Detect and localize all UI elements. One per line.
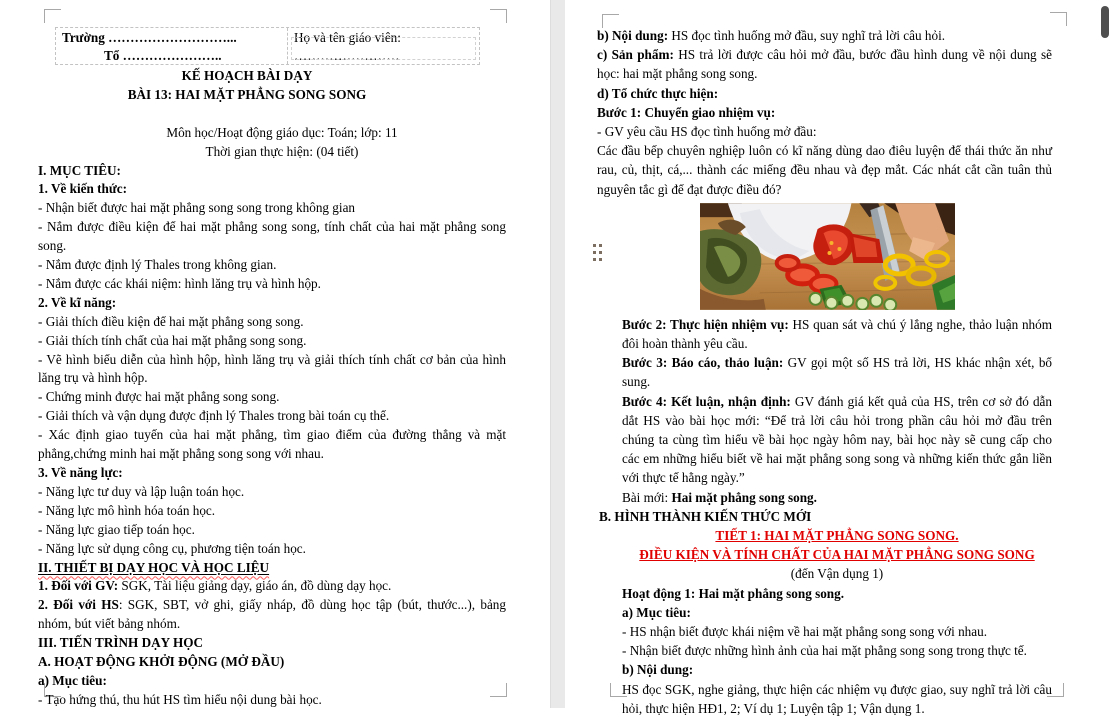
section-2-heading-text: II. THIẾT BỊ DẠY HỌC VÀ HỌC LIỆU — [38, 559, 270, 575]
section-1b-heading: 2. Về kĩ năng: — [38, 294, 117, 310]
header-cell-school — [56, 28, 288, 64]
bullet-item: - Giải thích tính chất của hai mặt phẳng song song. — [38, 332, 307, 348]
new-lesson-line — [622, 488, 1052, 507]
bullet-item: - Vẽ hình biểu diễn của hình hộp, hình lăng trụ và giải thích tính chất cơ bản của hình lăng trụ và hình hộp. — [38, 351, 506, 386]
document-page-left — [0, 0, 550, 708]
bullet-item: - Giải thích điều kiện để hai mặt phẳng song song. — [38, 313, 304, 329]
content-d-heading: d) Tổ chức thực hiện: — [597, 85, 719, 101]
step4-text: GV đánh giá kết quả của HS, trên cơ sở đó dẫn dắt HS vào bài học mới: “Để trả lời câu hỏi trong phần câu hỏi mở đầu trên chúng ta cùng tìm hiểu về bài học ngày hôm nay, bài học này sẽ cung cấp cho các em những hiểu biết về hai mặt phẳng song song và những kiến thức gắn liền với thực tế hằng ngày.” — [622, 393, 1053, 486]
section-3-heading: III. TIẾN TRÌNH DẠY HỌC — [38, 635, 204, 651]
new-lesson-title: Hai mặt phẳng song song. — [671, 489, 817, 505]
section-1c-heading: 3. Về năng lực: — [38, 465, 123, 481]
section-1a-heading: 1. Về kiến thức: — [38, 181, 127, 197]
activity-1-heading: Hoạt động 1: Hai mặt phẳng song song. — [622, 585, 845, 601]
tiet-heading-line1: TIẾT 1: HAI MẶT PHẲNG SONG SONG. — [715, 528, 959, 544]
new-lesson-label: Bài mới: — [622, 489, 672, 505]
content-c-text: HS trả lời được câu hỏi mở đầu, bước đầu hình dung về nội dung sẽ học: hai mặt phẳng song song. — [597, 47, 1052, 82]
goal-heading: a) Mục tiêu: — [38, 672, 107, 688]
right-page-text-area — [597, 26, 1052, 718]
document-title: KẾ HOẠCH BÀI DẠY — [181, 68, 313, 83]
bullet-item: - Nhận biết được những hình ảnh của hai mặt phẳng song song trong thực tế. — [622, 643, 1027, 659]
activity-a-heading: A. HOẠT ĐỘNG KHỞI ĐỘNG (MỞ ĐẦU) — [38, 654, 285, 670]
step3-text: GV gọi một số HS trả lời, HS khác nhận xét, bổ sung. — [622, 355, 1053, 390]
step4-label: Bước 4: Kết luận, nhận định: — [622, 393, 791, 409]
step3-line — [622, 353, 1052, 391]
activity-1-content-text: HS đọc SGK, nghe giảng, thực hiện các nhiệm vụ được giao, suy nghĩ trả lời câu hỏi, thực hiện HĐ1, 2; Ví dụ 1; Luyện tập 1; Vận dụng 1. — [622, 681, 1052, 716]
lesson-title: BÀI 13: HAI MẶT PHẲNG SONG SONG — [127, 86, 367, 102]
content-b-text: HS đọc tình huống mở đầu, suy nghĩ trả lời câu hỏi. — [668, 28, 946, 43]
step2-line — [622, 315, 1052, 353]
bullet-item: - Tạo hứng thú, thu hút HS tìm hiểu nội dung bài học. — [38, 691, 322, 707]
section-2-heading — [38, 559, 506, 578]
step2-label: Bước 2: Thực hiện nhiệm vụ: — [622, 316, 789, 332]
bullet-item: - Nhận biết được hai mặt phẳng song song trong không gian — [38, 200, 356, 216]
gv-text: SGK, Tài liệu giảng dạy, giáo án, đồ dùng dạy học. — [118, 578, 392, 594]
step1-item: - GV yêu cầu HS đọc tình huống mở đầu: — [597, 124, 817, 140]
section-b-heading: B. HÌNH THÀNH KIẾN THỨC MỚI — [599, 508, 812, 524]
table-inner-border — [291, 37, 476, 60]
chef-cutting-vegetables-image[interactable] — [700, 203, 955, 310]
blank-line — [38, 105, 506, 124]
content-c-label: c) Sản phẩm: — [597, 47, 674, 63]
text-boundary-mark — [490, 9, 507, 23]
step1-heading: Bước 1: Chuyển giao nhiệm vụ: — [597, 104, 776, 120]
bullet-item: - Năng lực sử dụng công cụ, phương tiện toán học. — [38, 540, 306, 556]
bullet-item: - Giải thích và vận dụng được định lý Thales trong bài toán cụ thể. — [38, 408, 390, 424]
subject-line: Môn học/Hoạt động giáo dục: Toán; lớp: 11 — [166, 124, 398, 140]
step4-line — [622, 392, 1052, 488]
content-b-label: b) Nội dung: — [597, 28, 669, 43]
text-boundary-mark — [44, 9, 61, 23]
group-name-field[interactable]: Tổ ………………….. — [104, 48, 222, 63]
bullet-item: - Năng lực giao tiếp toán học. — [38, 521, 195, 537]
gv-equipment-line — [38, 577, 506, 596]
activity-1-content-heading: b) Nội dung: — [622, 662, 694, 678]
section-1-heading: I. MỤC TIÊU: — [38, 162, 121, 178]
bullet-item: - Nắm được định lý Thales trong không gian. — [38, 257, 277, 273]
tiet-heading-line2: ĐIỀU KIỆN VÀ TÍNH CHẤT CỦA HAI MẶT PHẲNG SONG SONG — [639, 547, 1035, 563]
step2-text: HS quan sát và chú ý lắng nghe, thảo luận nhóm đôi hoàn thành yêu cầu. — [622, 316, 1052, 352]
spellcheck-squiggle — [38, 560, 269, 575]
bullet-item: - Chứng minh được hai mặt phẳng song song. — [38, 389, 280, 405]
intro-paragraph: Các đầu bếp chuyên nghiệp luôn có kĩ năng dùng dao điêu luyện để thái thức ăn như rau, củ, thịt, cá,... thành các miếng đều nhau và đẹp mắt. Các nhát cắt cần tuân thủ nguyên tắc gì để đạt được điều đó? — [597, 143, 1052, 197]
left-page-text-area — [38, 27, 506, 710]
document-page-right — [565, 0, 1111, 716]
header-table — [55, 27, 480, 65]
activity-1-goal-heading: a) Mục tiêu: — [622, 604, 691, 620]
header-cell-teacher — [288, 28, 479, 64]
content-c-line — [597, 45, 1052, 83]
content-b-line — [597, 26, 1052, 45]
bullet-item: - Nắm được điều kiện để hai mặt phẳng song song, tính chất của hai mặt phẳng song song. — [38, 219, 506, 254]
vertical-scrollbar-thumb[interactable] — [1101, 6, 1109, 38]
hs-label: 2. Đối với HS — [38, 597, 119, 613]
hs-text: : SGK, SBT, vở ghi, giấy nháp, đồ dùng học tập (bút, thước...), bảng nhóm, bút viết bảng nhóm. — [38, 597, 506, 632]
teacher-name-field[interactable]: Họ và tên giáo viên: …………………… — [294, 30, 401, 63]
gv-label: 1. Đối với GV: — [38, 578, 119, 594]
bullet-item: - Năng lực tư duy và lập luận toán học. — [38, 483, 245, 499]
bullet-item: - Năng lực mô hình hóa toán học. — [38, 502, 216, 518]
bullet-item: - Xác định giao tuyến của hai mặt phẳng, tìm giao điểm của đường thẳng và mặt phẳng,chứng minh hai mặt phẳng song song với nhau. — [38, 427, 506, 462]
bullet-item: - HS nhận biết được khái niệm về hai mặt phẳng song song với nhau. — [622, 624, 988, 640]
duration-line: Thời gian thực hiện: (04 tiết) — [205, 143, 359, 159]
text-boundary-mark — [1050, 12, 1067, 26]
hs-equipment-line — [38, 596, 506, 634]
tiet-note: (đến Vận dụng 1) — [790, 566, 884, 582]
school-name-field[interactable]: Trường ………………………... — [62, 30, 237, 45]
bullet-item: - Nắm được các khái niệm: hình lăng trụ và hình hộp. — [38, 275, 321, 291]
step3-label: Bước 3: Báo cáo, thảo luận: — [622, 355, 784, 371]
